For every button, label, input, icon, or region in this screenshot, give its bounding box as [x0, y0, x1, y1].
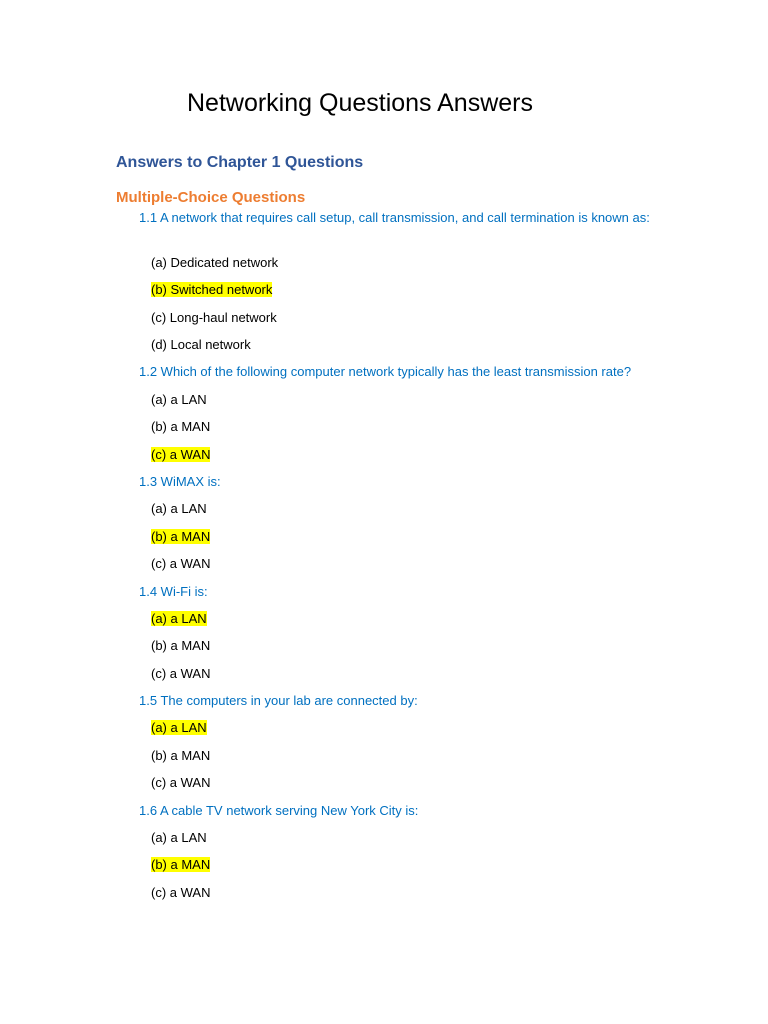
option-text: (c) a WAN	[151, 666, 211, 681]
option-text: (c) Long-haul network	[151, 310, 277, 325]
sub-heading: Multiple-Choice Questions	[116, 189, 306, 206]
question-1-4	[139, 583, 208, 601]
option-text: (a) a LAN	[151, 501, 207, 516]
option-1-4-c	[151, 665, 210, 683]
question-1-6	[139, 802, 418, 820]
question-text: 1.2 Which of the following computer network typically has the least transmission rate?	[139, 364, 632, 379]
option-1-2-b	[151, 418, 210, 436]
option-text: (c) a WAN	[151, 885, 211, 900]
document-title: Networking Questions Answers	[187, 89, 533, 117]
answer-highlight: (a) a LAN	[151, 611, 207, 626]
question-text: 1.1 A network that requires call setup, call transmission, and call termination is known as:	[139, 210, 650, 225]
option-1-3-c	[151, 555, 210, 573]
answer-highlight: (b) Switched network	[151, 282, 273, 297]
answer-highlight: (b) a MAN	[151, 529, 211, 544]
option-text: (d) Local network	[151, 337, 251, 352]
answer-highlight: (b) a MAN	[151, 857, 211, 872]
option-1-1-a	[151, 254, 278, 272]
answer-highlight: (c) a WAN	[151, 447, 211, 462]
option-1-2-c	[151, 446, 210, 464]
option-1-6-c	[151, 884, 210, 902]
option-text: (a) a LAN	[151, 830, 207, 845]
option-1-1-b	[151, 281, 272, 299]
option-1-4-b	[151, 637, 210, 655]
question-text: 1.3 WiMAX is:	[139, 474, 221, 489]
option-text: (a) a LAN	[151, 392, 207, 407]
option-text: (c) a WAN	[151, 556, 211, 571]
option-text: (c) a WAN	[151, 775, 211, 790]
option-text: (b) a MAN	[151, 419, 211, 434]
question-1-3	[139, 473, 221, 491]
question-1-2	[139, 363, 631, 381]
section-heading: Answers to Chapter 1 Questions	[116, 154, 364, 171]
option-1-5-b	[151, 747, 210, 765]
option-1-3-a	[151, 500, 207, 518]
option-text: (a) Dedicated network	[151, 255, 279, 270]
option-1-1-d	[151, 336, 251, 354]
question-text: 1.5 The computers in your lab are connected by:	[139, 693, 418, 708]
option-1-3-b	[151, 528, 210, 546]
question-text: 1.4 Wi-Fi is:	[139, 584, 208, 599]
option-1-4-a	[151, 610, 207, 628]
option-1-1-c	[151, 309, 277, 327]
option-text: (b) a MAN	[151, 748, 211, 763]
option-1-5-c	[151, 774, 210, 792]
option-1-5-a	[151, 719, 207, 737]
option-1-6-b	[151, 856, 210, 874]
answer-highlight: (a) a LAN	[151, 720, 207, 735]
question-1-5	[139, 692, 418, 710]
option-1-2-a	[151, 391, 207, 409]
option-text: (b) a MAN	[151, 638, 211, 653]
question-text: 1.6 A cable TV network serving New York City is:	[139, 803, 419, 818]
option-1-6-a	[151, 829, 207, 847]
question-1-1	[139, 209, 662, 227]
